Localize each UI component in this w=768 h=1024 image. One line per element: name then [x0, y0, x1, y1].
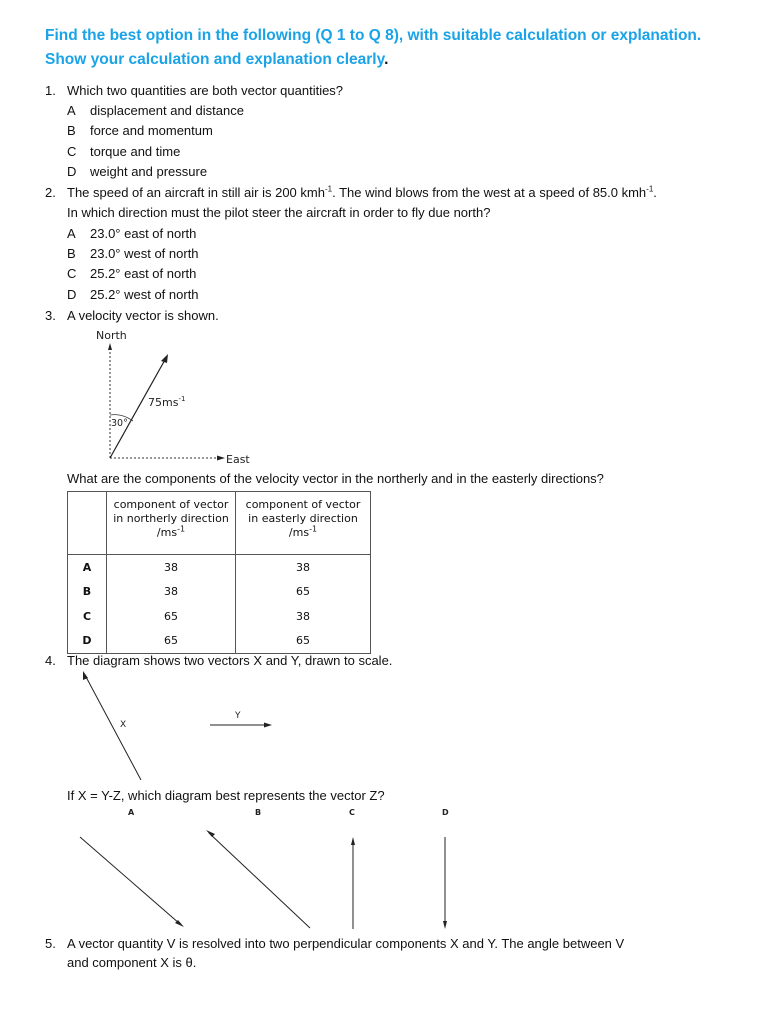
- table-row: A 38 38: [68, 555, 371, 580]
- question-4-prompt: If X = Y-Z, which diagram best represents the vector Z?: [67, 788, 385, 803]
- north-arrowhead-icon: [108, 343, 112, 350]
- z-vector-choices: [70, 805, 470, 935]
- instructions-line-1: Find the best option in the following (Q 1 to Q 8), with suitable calculation or explanation.: [45, 27, 702, 44]
- northerly-header: component of vector in northerly direction $/ms^{-1}$: [107, 492, 236, 555]
- east-label: East: [226, 453, 250, 466]
- question-text: The speed of an aircraft in still air is 200 kmh$^{-1}$. The wind blows from the west at a speed of 85.0 kmh$^{-1}$.: [67, 184, 657, 200]
- vector-y-label: Y: [235, 711, 241, 721]
- question-text: The diagram shows two vectors X and Y, drawn to scale.: [67, 653, 393, 668]
- angle-label: 30°: [111, 418, 128, 429]
- vector-x-label: X: [120, 720, 127, 730]
- choice-a-label: A: [128, 808, 135, 817]
- question-text: Which two quantities are both vector quantities?: [67, 83, 344, 98]
- instructions-heading: [45, 24, 735, 72]
- question-number: 2.: [45, 185, 56, 200]
- question-number: 5.: [45, 936, 56, 951]
- question-number: 3.: [45, 308, 56, 323]
- vector-x-line: [85, 675, 141, 780]
- blank-header-cell: [68, 492, 107, 555]
- question-number: 4.: [45, 653, 56, 668]
- table-row: C 65 38: [68, 604, 371, 629]
- table-row: D 65 65: [68, 629, 371, 654]
- question-2-line-2: In which direction must the pilot steer the aircraft in order to fly due north?: [67, 205, 491, 220]
- vectors-x-y-diagram: [75, 668, 285, 783]
- instructions-line-2: Show your calculation and explanation clearly.: [45, 51, 389, 68]
- choice-b-vector: [209, 833, 310, 928]
- north-label: North: [96, 329, 127, 342]
- velocity-vector-diagram: [90, 325, 270, 470]
- easterly-header: component of vector in easterly direction $/ms^{-1}$: [236, 492, 371, 555]
- choice-d-label: D: [442, 808, 449, 817]
- question-number: 1.: [45, 83, 56, 98]
- choice-c-arrowhead-icon: [351, 837, 355, 845]
- vector-magnitude-label: $75ms^{-1}$: [148, 395, 186, 409]
- question-5-line-2: and component X is θ.: [67, 955, 197, 970]
- question-text: A vector quantity V is resolved into two perpendicular components X and Y. The angle between V: [67, 936, 625, 951]
- choice-b-label: B: [255, 808, 262, 817]
- components-table: [67, 491, 371, 654]
- question-text: A velocity vector is shown.: [67, 308, 219, 323]
- question-3-prompt: What are the components of the velocity vector in the northerly and in the easterly directions?: [67, 471, 604, 486]
- choice-a-vector: [80, 837, 180, 924]
- choice-d-arrowhead-icon: [443, 921, 447, 929]
- table-row: B 38 65: [68, 580, 371, 605]
- vector-y-arrowhead-icon: [264, 723, 272, 728]
- choice-c-label: C: [349, 808, 355, 817]
- east-arrowhead-icon: [217, 456, 225, 461]
- velocity-arrowhead-icon: [161, 354, 168, 363]
- choice-b-arrowhead-icon: [206, 830, 215, 837]
- table-header-row: [68, 492, 371, 555]
